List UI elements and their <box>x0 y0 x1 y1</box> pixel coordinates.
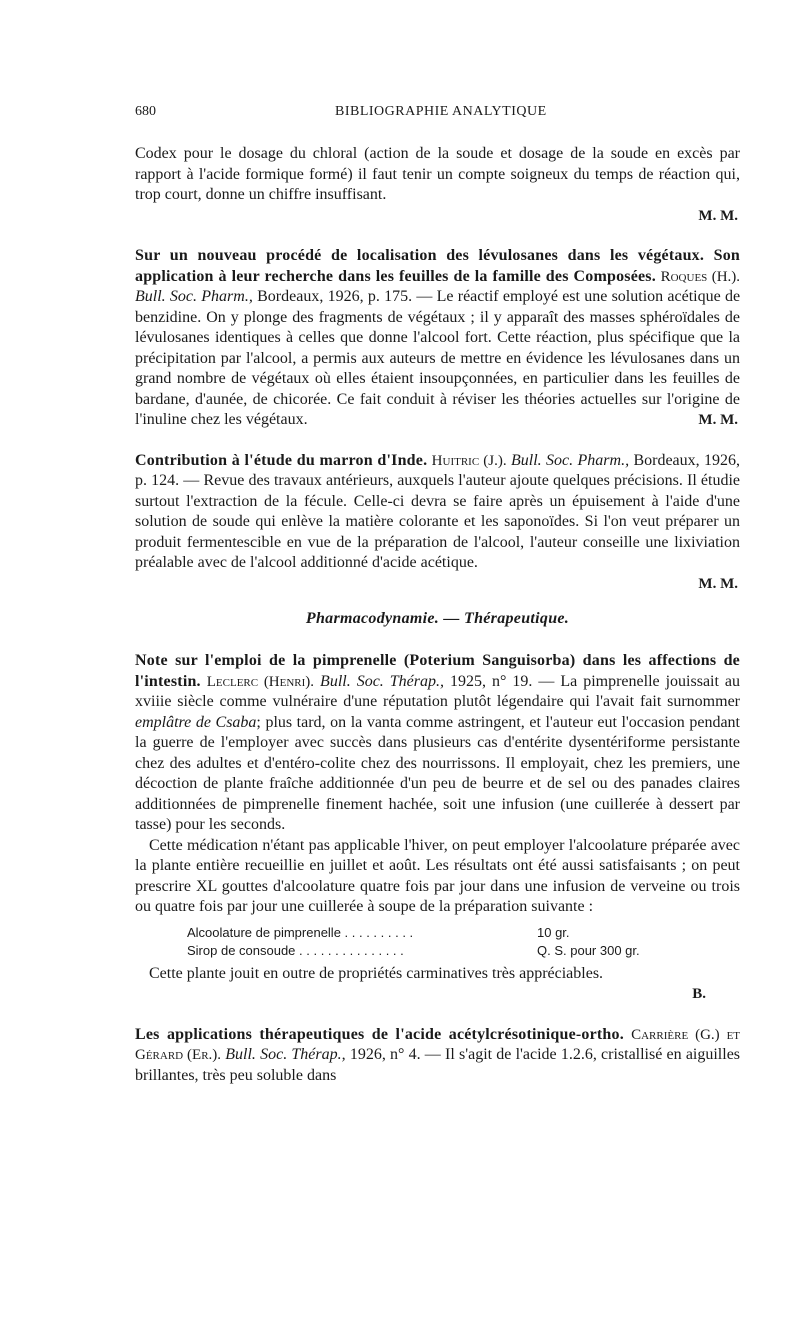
article-author: Leclerc (Henri). <box>206 673 315 690</box>
recipe-table <box>187 924 697 960</box>
journal-name: Bull. Soc. Pharm., <box>135 288 253 305</box>
signature: M. M. <box>698 575 738 592</box>
recipe-quantity: Q. S. pour 300 gr. <box>537 942 640 958</box>
abstract-body: Il s'agit de l'acide 1.2.6, cristallisé en aiguilles brillantes, très peu soluble dans <box>135 1046 741 1084</box>
abstract-entry <box>135 144 740 226</box>
article-author: Huitric (J.). <box>431 452 507 469</box>
recipe-ingredient: Alcoolature de pimprenelle . . . . . . . . . . <box>187 924 414 940</box>
citation: 1925, n° 19. — <box>450 672 555 690</box>
abstract-paragraph: Cette plante jouit en outre de propriétés carminatives très appréciables. <box>149 964 604 982</box>
running-head: BIBLIOGRAPHIE ANALYTIQUE <box>335 104 547 119</box>
abstract-body-cont: ; plus tard, on la vanta comme astringent, et l'auteur eut l'occasion pendant la guerre de l'employer avec succès dans plusieurs cas d'entérite dysentériforme persistante chez des adultes et d'entéro-colite chez des nourrissons. Il employait, chez les premiers, une décoction de plante fraîche additionnée d'un peu de beurre et de sel ou des panades claires additionnées de pimprenelle finement hachée, soit une infusion (une cuillerée à dessert par tasse) pour les seconds. <box>135 713 740 833</box>
article-title: Sur un nouveau procédé de localisation des lévulosanes dans les végétaux. Son application à leur recherche dans les feuilles de la famille des Composées. <box>135 247 740 285</box>
article-author: Roques (H.). <box>660 268 741 285</box>
signature: M. M. <box>698 207 738 224</box>
abstract-paragraph: Cette médication n'étant pas applicable l'hiver, on peut employer l'alcoolature préparée avec la plante entière recueillie en juillet et août. Les résultats ont été aussi satisfaisants ; on peut prescrire XL gouttes d'alcoolature quatre fois par jour dans une infusion de verveine ou trois ou quatre fois par jour une cuillerée à soupe de la préparation suivante : <box>135 836 740 915</box>
page <box>135 96 740 1086</box>
citation: 1926, n° 4. — <box>349 1046 441 1063</box>
journal-name: Bull. Soc. Thérap., <box>225 1046 346 1063</box>
italic-phrase: emplâtre de Csaba <box>135 713 257 731</box>
abstract-entry <box>135 651 740 1005</box>
abstract-entry <box>135 1025 740 1087</box>
article-title: Note sur l'emploi de la pimprenelle (Poterium Sanguisorba) dans les affections de l'intestin. <box>135 652 740 690</box>
article-author: Carrière (G.) et Gérard (Er.). <box>135 1026 741 1063</box>
citation: Bordeaux, 1926, p. 124. — <box>135 451 741 489</box>
signature: B. <box>692 986 706 1002</box>
page-number: 680 <box>135 104 156 119</box>
article-title: Contribution à l'étude du marron d'Inde. <box>135 451 428 469</box>
abstract-body: La pimprenelle jouissait au xviiie siècle comme vulnéraire d'une réputation plutôt légendaire qui l'avait fait surnommer <box>135 672 741 710</box>
section-heading: Pharmacodynamie. — Thérapeutique. <box>305 610 570 627</box>
journal-name: Bull. Soc. Pharm., <box>511 451 630 469</box>
page-header <box>135 96 740 118</box>
signature: M. M. <box>698 412 738 428</box>
recipe-quantity: 10 gr. <box>537 924 570 940</box>
recipe-row <box>187 942 697 960</box>
abstract-body: Revue des travaux antérieurs, auxquels l'auteur ajoute quelques précisions. Il étudie surtout l'extraction de la fécule. Celle-ci devra se faire après un épuisement à l'aide d'une solution de soude qui enlève la matière colorante et les saponoïdes. Si l'on veut préparer un produit fermentescible en vue de la préparation de l'alcool, l'auteur conseille une lixiviation préalable avec de l'alcool additionné d'acide acétique. <box>135 472 741 571</box>
recipe-ingredient: Sirop de consoude . . . . . . . . . . . . . . . <box>187 942 404 958</box>
abstract-body: Codex pour le dosage du chloral (action de la soude et dosage de la soude en excès par rapport à l'acide formique formé) il faut tenir un compte soigneux du temps de réaction qui, trop court, donne un chiffre insuffisant. <box>135 145 740 203</box>
journal-name: Bull. Soc. Thérap., <box>320 672 445 690</box>
abstract-body: Le réactif employé est une solution acétique de benzidine. On y plonge des fragments de végétaux ; il y apparaît des masses sphéroïdales de lévulosanes identiques à celles que donne l'alcool fort. Cette réaction, plus spécifique que la précipitation par l'alcool, a permis aux auteurs de mettre en évidence les lévulosanes dans un grand nombre de végétaux où elles étaient insoupçonnées, en particulier dans les feuilles de bardane, d'aunée, de chicorée. Ce fait conduit à réviser les théories actuelles sur l'origine de l'inuline chez les végétaux. <box>135 288 741 428</box>
abstract-entry <box>135 246 740 431</box>
article-title: Les applications thérapeutiques de l'acide acétylcrésotinique-ortho. <box>135 1025 624 1043</box>
citation: Bordeaux, 1926, p. 175. — <box>257 288 433 305</box>
abstract-entry <box>135 451 740 595</box>
recipe-row <box>187 924 697 942</box>
